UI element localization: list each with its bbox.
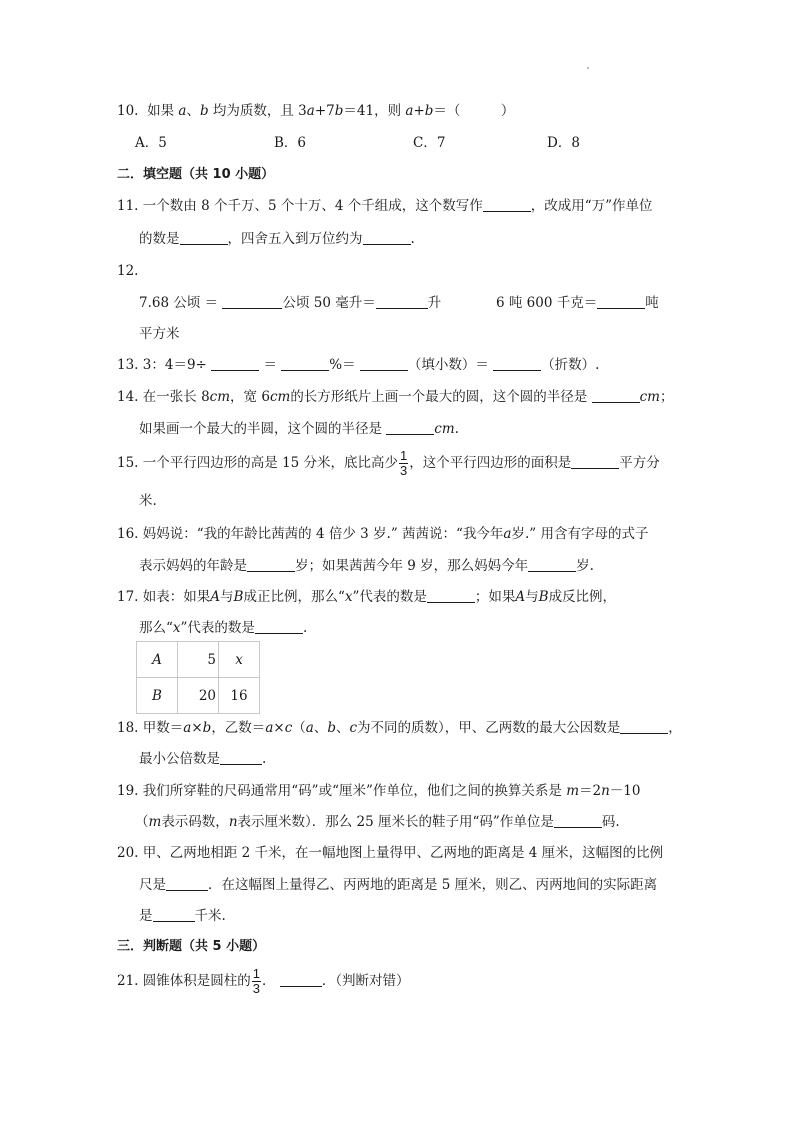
variable: n — [601, 783, 610, 799]
text: 的长方形纸片上画一个最大的圆，这个圆的半径是 — [290, 389, 588, 405]
question-12: 12. — [117, 263, 139, 279]
text: × — [273, 720, 285, 736]
table-cell: x — [219, 642, 260, 678]
text: . — [262, 751, 267, 767]
table-cell: B — [137, 678, 178, 714]
question-11-line-1 — [117, 197, 653, 215]
answer-blank[interactable] — [180, 230, 228, 245]
answer-blank[interactable] — [220, 750, 262, 765]
question-17-line-1 — [117, 588, 616, 606]
variable: B — [538, 589, 549, 605]
text: 、 — [186, 103, 200, 119]
question-number: 14. — [117, 389, 139, 405]
text: ”代表的数是 — [180, 620, 255, 636]
text: %＝ — [329, 357, 356, 373]
text: ．在这幅图上量得乙、丙两地的距离是 5 厘米，则乙、丙两地间的实际距离 — [208, 877, 658, 893]
question-number: 19. — [117, 783, 139, 799]
table-row — [137, 678, 260, 714]
text: 成反比例， — [548, 589, 617, 605]
option-c: C．7 — [413, 135, 446, 151]
answer-blank[interactable] — [427, 588, 475, 603]
fraction-one-third — [399, 449, 408, 478]
answer-blank[interactable] — [281, 356, 329, 371]
text: 千米. — [194, 908, 226, 924]
question-number: 17. — [117, 589, 139, 605]
text: 、 — [335, 720, 350, 736]
text: ，宽 6 — [230, 389, 270, 405]
text: 妈妈说：“我的年龄比茜茜的 4 倍少 3 岁.” 茜茜说：“我今年 — [142, 526, 504, 542]
proportion-table — [136, 641, 260, 714]
answer-blank[interactable] — [376, 294, 428, 309]
table-cell: 16 — [219, 678, 260, 714]
question-18-line-1 — [117, 719, 682, 737]
question-10 — [117, 102, 514, 120]
question-number: 13. — [117, 357, 139, 373]
numerator: 1 — [252, 966, 261, 981]
answer-blank[interactable] — [166, 876, 208, 891]
unit: cm — [269, 389, 291, 405]
text: （折数）. — [541, 357, 600, 373]
question-number: 10. — [117, 103, 139, 119]
option-b: B．6 — [274, 135, 307, 151]
text: 表示码数， — [161, 814, 229, 830]
text: 表示妈妈的年龄是 — [139, 558, 247, 574]
text: （ — [135, 814, 149, 830]
variable: x — [344, 589, 353, 605]
question-number: 15. — [117, 455, 139, 471]
question-14-line-2 — [139, 420, 459, 438]
answer-blank[interactable] — [528, 557, 576, 572]
answer-blank[interactable] — [386, 420, 434, 435]
text: 码. — [601, 814, 620, 830]
variable: A — [515, 589, 526, 605]
variable: m — [566, 783, 579, 799]
variable: B — [233, 589, 244, 605]
question-11-line-2 — [139, 230, 415, 248]
variable: b — [327, 720, 336, 736]
denominator: 3 — [252, 981, 261, 996]
text: 7.68 公顷 ＝ — [139, 295, 219, 311]
text: 一个平行四边形的高是 15 分米，底比高少 — [142, 455, 399, 471]
text: 如表：如果 — [142, 589, 211, 605]
answer-blank[interactable] — [363, 230, 411, 245]
answer-blank[interactable] — [620, 719, 668, 734]
text: 升 — [427, 295, 442, 311]
text: ＝（ ） — [433, 103, 515, 119]
question-19-line-1 — [117, 782, 640, 800]
text: 公顷 50 毫升＝ — [282, 295, 376, 311]
answer-blank[interactable] — [554, 813, 602, 828]
text: 的数是 — [139, 231, 180, 247]
variable: a — [306, 103, 315, 119]
text: + — [413, 103, 425, 119]
variable: c — [349, 720, 358, 736]
denominator: 3 — [400, 463, 408, 478]
table-cell: 20 — [178, 678, 219, 714]
question-number: 18. — [117, 720, 139, 736]
fraction-one-third — [252, 967, 261, 996]
text: 成正比例，那么“ — [243, 589, 345, 605]
variable: a — [265, 720, 274, 736]
text: ＝ — [263, 357, 277, 373]
answer-blank[interactable] — [483, 197, 531, 212]
text: 为不同的质数），甲、乙两数的最大公因数是 — [357, 720, 621, 736]
variable: b — [334, 103, 344, 119]
answer-blank[interactable] — [255, 619, 303, 634]
question-18-line-2 — [139, 750, 266, 768]
table-cell: A — [137, 642, 178, 678]
text: 如果画一个最大的半圆，这个圆的半径是 — [139, 421, 382, 437]
text: （ — [292, 720, 306, 736]
question-20-line-3 — [139, 907, 226, 925]
text: ”代表的数是 — [352, 589, 427, 605]
text: ．（判断对错） — [321, 973, 410, 989]
question-16-line-2 — [139, 557, 594, 575]
variable: b — [199, 103, 209, 119]
text: 平方分 — [619, 455, 660, 471]
variable: a — [503, 526, 512, 542]
option-a: A．5 — [135, 135, 167, 151]
text: 与 — [220, 589, 234, 605]
text: 在一张长 8 — [142, 389, 210, 405]
answer-blank[interactable] — [592, 388, 640, 403]
answer-blank[interactable] — [222, 294, 282, 309]
question-12-line-1 — [139, 294, 441, 312]
text: ，四舍五入到万位约为 — [227, 231, 363, 247]
question-13 — [117, 356, 599, 374]
text: 最小公倍数是 — [139, 751, 220, 767]
table-row — [137, 642, 260, 678]
variable: a — [405, 103, 414, 119]
question-15-line-1 — [117, 449, 660, 478]
question-12-line-2: 平方米 — [139, 326, 180, 342]
question-number: 11. — [117, 198, 139, 214]
variable: x — [172, 620, 181, 636]
text: 6 吨 600 千克＝ — [496, 295, 598, 311]
variable: n — [228, 814, 238, 830]
section-heading-fill-in: 二．填空题（共 10 小题） — [117, 167, 275, 182]
text: ；如果 — [474, 589, 516, 605]
text: （填小数）＝ — [407, 357, 489, 373]
text: 甲数＝ — [142, 720, 184, 736]
page-mark — [587, 67, 589, 69]
answer-blank[interactable] — [247, 557, 295, 572]
text: 与 — [525, 589, 539, 605]
question-16-line-1 — [117, 525, 648, 543]
text: 、 — [313, 720, 328, 736]
text: +7 — [314, 103, 335, 119]
answer-blank[interactable] — [211, 356, 259, 371]
text: ，乙数＝ — [211, 720, 266, 736]
text: ，这个平行四边形的面积是 — [409, 455, 572, 471]
text: 是 — [139, 908, 153, 924]
text: 尺是 — [139, 877, 166, 893]
variable: b — [202, 720, 212, 736]
text: . — [302, 620, 308, 636]
text: ＝2 — [579, 783, 602, 799]
text: 那么“ — [139, 620, 173, 636]
question-20-line-1 — [117, 844, 663, 862]
text: ． — [262, 973, 276, 989]
text: 岁.” 用含有字母的式子 — [511, 526, 649, 542]
variable: a — [178, 103, 187, 119]
text: ，改成用“万”作单位 — [530, 198, 653, 214]
answer-blank[interactable] — [493, 356, 541, 371]
question-12-line-1b — [496, 294, 659, 312]
variable: a — [183, 720, 192, 736]
text: 表示厘米数）．那么 25 厘米长的鞋子用“码”作单位是 — [237, 814, 554, 830]
question-number: 20. — [117, 845, 139, 861]
text: × — [191, 720, 203, 736]
table-cell: 5 — [178, 642, 219, 678]
text: 如果 — [147, 103, 175, 119]
text: ＝41，则 — [343, 103, 402, 119]
question-number: 21. — [117, 973, 139, 989]
unit: cm — [209, 389, 231, 405]
text: . — [454, 421, 459, 437]
text: 甲、乙两地相距 2 千米，在一幅地图上量得甲、乙两地的距离是 4 厘米，这幅图的比例 — [142, 845, 664, 861]
question-number: 16. — [117, 526, 139, 542]
text: 我们所穿鞋的尺码通常用“码”或“厘米”作单位，他们之间的换算关系是 — [142, 783, 562, 799]
variable: A — [210, 589, 221, 605]
section-heading-true-false: 三．判断题（共 5 小题） — [117, 939, 266, 954]
text: 3：4＝9÷ — [142, 357, 207, 373]
text: 岁；如果茜茜今年 9 岁，那么妈妈今年 — [295, 558, 529, 574]
text: ； — [659, 389, 674, 405]
text: . — [410, 231, 415, 247]
variable: m — [148, 814, 162, 830]
variable: a — [305, 720, 314, 736]
question-21 — [117, 967, 410, 996]
text: 吨 — [645, 295, 659, 311]
numerator: 1 — [400, 448, 408, 463]
text: ， — [668, 720, 682, 736]
answer-blank[interactable] — [571, 454, 619, 469]
answer-blank[interactable] — [597, 294, 645, 309]
question-14-line-1 — [117, 388, 673, 406]
question-15-line-2: 米. — [139, 493, 157, 509]
text: －10 — [609, 783, 641, 799]
text: 均为质数，且 3 — [212, 103, 307, 119]
question-19-line-2 — [135, 813, 620, 831]
answer-blank[interactable] — [153, 907, 195, 922]
variable: c — [284, 720, 293, 736]
option-d: D．8 — [547, 135, 580, 151]
text: 圆锥体积是圆柱的 — [142, 973, 251, 989]
variable: b — [424, 103, 434, 119]
text: 一个数由 8 个千万、5 个十万、4 个千组成，这个数写作 — [142, 198, 483, 214]
question-17-line-2 — [139, 619, 307, 637]
answer-blank[interactable] — [280, 972, 322, 987]
unit: cm — [639, 389, 660, 405]
unit: cm — [434, 421, 455, 437]
question-20-line-2 — [139, 876, 657, 894]
answer-blank[interactable] — [360, 356, 408, 371]
text: 岁. — [576, 558, 594, 574]
